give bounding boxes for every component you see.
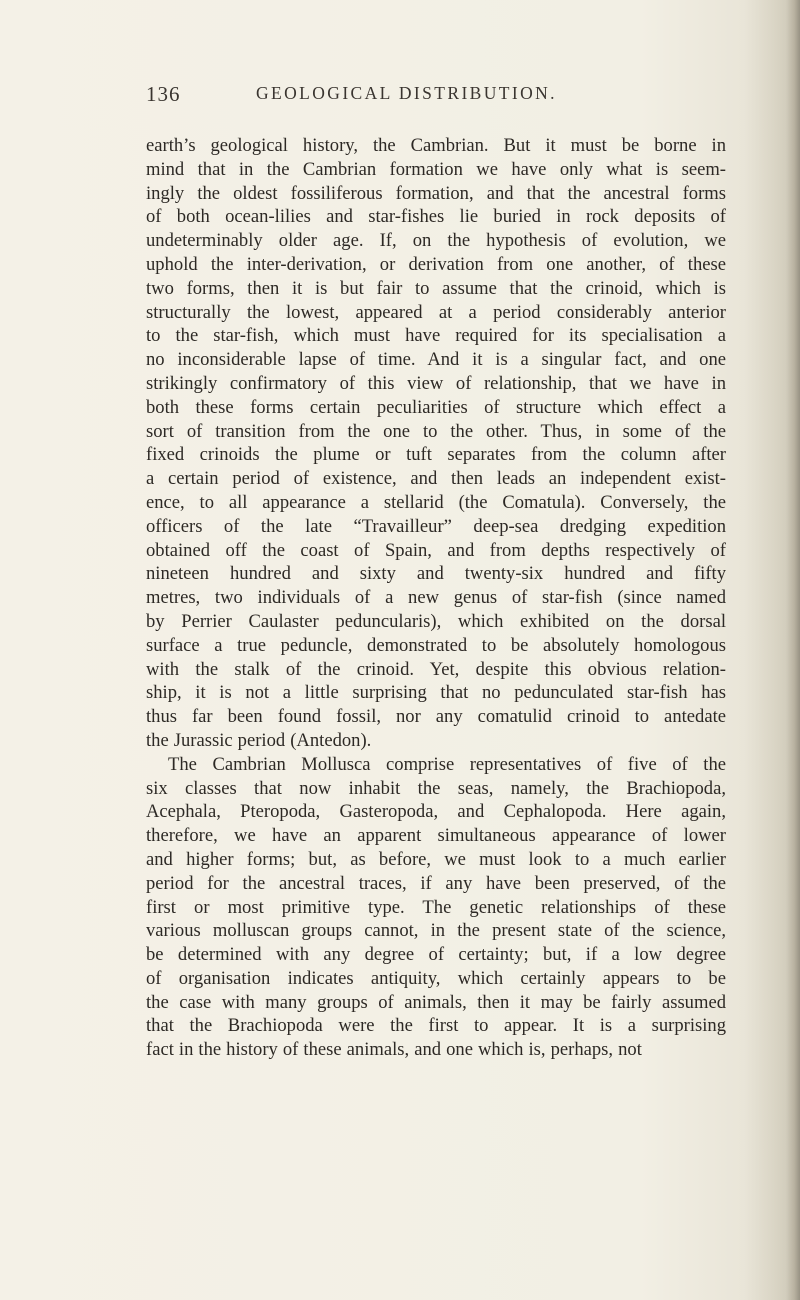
text-line: ence, to all appearance a stellarid (the Comatula). Conversely, the	[146, 491, 726, 513]
text-line: metres, two individuals of a new genus of star-fish (since named	[146, 587, 726, 609]
text-line: ship, it is not a little surprising that no pedunculated star-fish has	[146, 682, 726, 704]
text-line: fact in the history of these animals, and one which is, perhaps, not	[146, 1039, 642, 1061]
text-line: of both ocean-lilies and star-fishes lie buried in rock deposits of	[146, 206, 726, 228]
text-line: no inconsiderable lapse of time. And it is a singular fact, and one	[146, 349, 726, 371]
text-line: Acephala, Pteropoda, Gasteropoda, and Cephalopoda. Here again,	[146, 801, 726, 823]
page-number: 136	[146, 82, 181, 106]
text-line: earth’s geological history, the Cambrian. But it must be borne in	[146, 135, 726, 156]
text-line: a certain period of existence, and then leads an independent exist-	[146, 468, 726, 490]
text-line: strikingly confirmatory of this view of relationship, that we have in	[146, 372, 726, 394]
text-line: uphold the inter-derivation, or derivation from one another, of these	[146, 253, 726, 275]
text-line: two forms, then it is but fair to assume that the crinoid, which is	[146, 277, 726, 299]
text-line: to the star-fish, which must have required for its specialisation a	[146, 325, 726, 347]
text-line: therefore, we have an apparent simultaneous appearance of lower	[146, 825, 726, 847]
text-line: The Cambrian Mollusca comprise representatives of five of the	[168, 753, 726, 775]
text-line: obtained off the coast of Spain, and from depths respectively of	[146, 539, 726, 561]
text-line: with the stalk of the crinoid. Yet, despite this obvious relation-	[146, 658, 726, 680]
text-line: the Jurassic period (Antedon).	[146, 729, 372, 751]
page-edge-shadow	[786, 0, 800, 1300]
running-head: GEOLOGICAL DISTRIBUTION.	[256, 83, 557, 103]
text-line: of organisation indicates antiquity, which certainly appears to be	[146, 967, 726, 989]
text-line: be determined with any degree of certainty; but, if a low degree	[146, 944, 726, 966]
body-text	[146, 134, 726, 1062]
text-line: various molluscan groups cannot, in the present state of the science,	[146, 920, 726, 942]
text-line: fixed crinoids the plume or tuft separates from the column after	[146, 444, 726, 466]
text-line: that the Brachiopoda were the first to appear. It is a surprising	[146, 1015, 726, 1037]
text-line: surface a true peduncle, demonstrated to be absolutely homologous	[146, 634, 726, 656]
page-header	[146, 82, 724, 106]
text-line: structurally the lowest, appeared at a period considerably anterior	[146, 301, 726, 323]
text-line: the case with many groups of animals, then it may be fairly assumed	[146, 991, 726, 1013]
text-line: by Perrier Caulaster peduncularis), which exhibited on the dorsal	[146, 610, 726, 632]
text-line: and higher forms; but, as before, we must look to a much earlier	[146, 848, 726, 870]
text-line: first or most primitive type. The genetic relationships of these	[146, 896, 726, 918]
text-line: nineteen hundred and sixty and twenty-six hundred and fifty	[146, 563, 726, 585]
text-line: thus far been found fossil, nor any comatulid crinoid to antedate	[146, 706, 726, 728]
text-line: officers of the late “Travailleur” deep-sea dredging expedition	[146, 515, 726, 537]
text-line: six classes that now inhabit the seas, namely, the Brachiopoda,	[146, 777, 726, 799]
text-line: both these forms certain peculiarities of structure which effect a	[146, 396, 726, 418]
text-line: mind that in the Cambrian formation we have only what is seem-	[146, 158, 726, 180]
text-line: sort of transition from the one to the other. Thus, in some of the	[146, 420, 726, 442]
text-line: period for the ancestral traces, if any have been preserved, of the	[146, 872, 726, 894]
text-line: undeterminably older age. If, on the hypothesis of evolution, we	[146, 230, 726, 252]
text-line: ingly the oldest fossiliferous formation, and that the ancestral forms	[146, 182, 726, 204]
